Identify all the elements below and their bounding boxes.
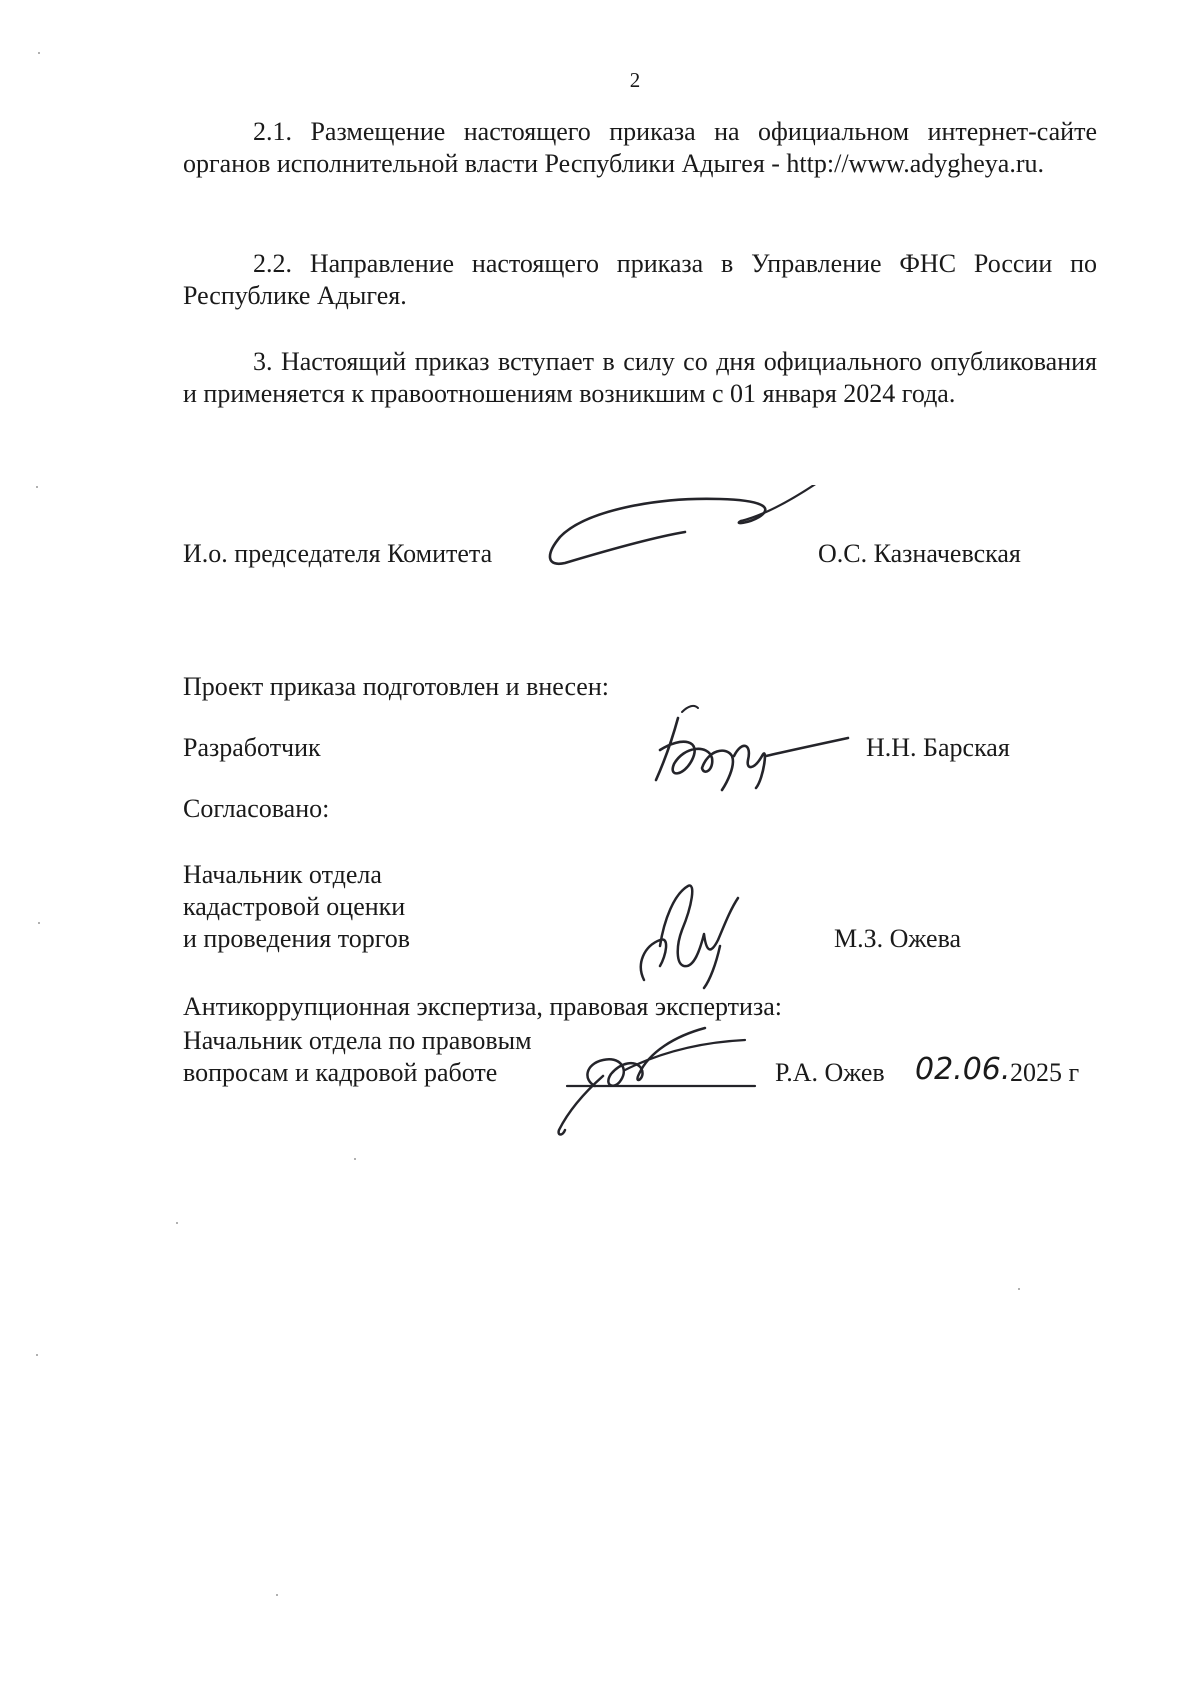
page-number: 2 [629,68,641,92]
paragraph-2-2: 2.2. Направление настоящего приказа в Управление ФНС России по Республике Адыгея. [183,249,1097,310]
chairman-signature-image [545,485,835,595]
developer-signature-image [652,700,852,792]
cadastral-signature-image [630,880,760,990]
paragraph-3: 3. Настоящий приказ вступает в силу со дня официального опубликования и применяется к правоотношениям возникшим с 01 января 2024 года. [183,347,1097,408]
scan-speck [36,486,38,488]
legal-date-handwritten: 02.06. [915,1052,1011,1087]
legal-date-year: 2025 г [1010,1058,1080,1087]
legal-name: Р.А. Ожев [775,1058,885,1087]
cadastral-title-line2: кадастровой оценки [183,892,406,921]
scan-speck [1018,1288,1020,1290]
cadastral-name: М.З. Ожева [834,924,962,953]
scan-speck [354,1158,356,1160]
scan-speck [176,1222,178,1224]
prepared-heading: Проект приказа подготовлен и внесен: [183,672,609,701]
scan-speck [36,1354,38,1356]
scan-speck [276,1594,278,1596]
chairman-title: И.о. председателя Комитета [183,539,493,568]
expertise-heading: Антикоррупционная экспертиза, правовая экспертиза: [183,992,782,1021]
cadastral-title-line3: и проведения торгов [183,924,411,953]
developer-name: Н.Н. Барская [866,733,1010,762]
cadastral-title-line1: Начальник отдела [183,860,382,889]
legal-title-line2: вопросам и кадровой работе [183,1058,498,1087]
chairman-name: О.С. Казначевская [818,539,1021,568]
legal-title-line1: Начальник отдела по правовым [183,1026,532,1055]
scan-speck [38,52,40,54]
agreed-heading: Согласовано: [183,794,330,823]
scan-speck [38,922,40,924]
paragraph-2-1: 2.1. Размещение настоящего приказа на официальном интернет-сайте органов исполнительной власти Республики Адыгея - http://www.adygheya.ru. [183,117,1097,178]
developer-title: Разработчик [183,733,321,762]
legal-signature-image [555,1020,760,1140]
